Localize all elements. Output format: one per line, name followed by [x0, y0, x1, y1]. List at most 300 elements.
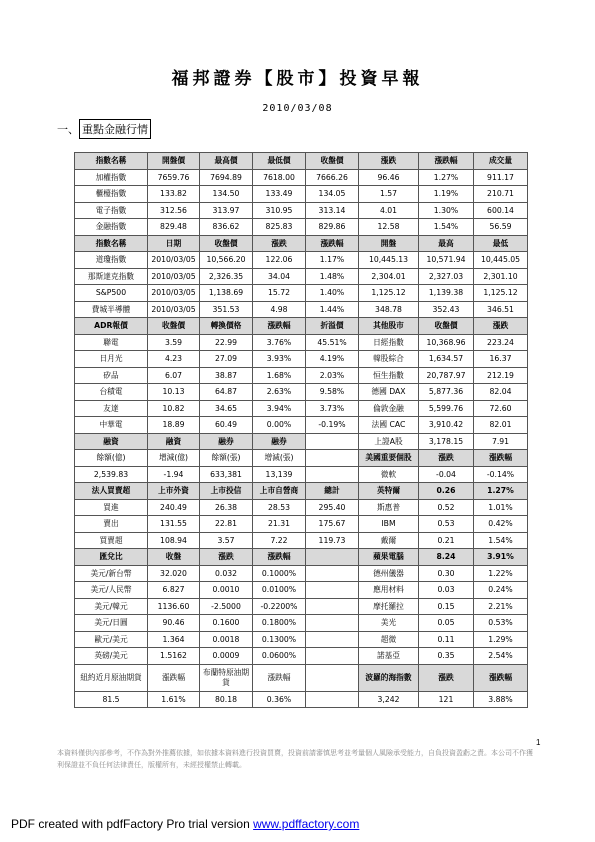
- table-row: [75, 483, 528, 500]
- table-row: [75, 252, 528, 269]
- table-cell: 133.49: [253, 186, 306, 203]
- table-cell: 0.36%: [253, 691, 306, 708]
- table-cell: 增減(張): [253, 450, 306, 467]
- table-cell: 加權指數: [75, 169, 148, 186]
- table-cell: 日期: [148, 235, 200, 252]
- table-cell: 3.59: [148, 334, 200, 351]
- table-cell: 1.44%: [306, 301, 359, 318]
- table-cell: 布蘭特原油期貨: [200, 664, 253, 691]
- table-cell: 121: [419, 691, 474, 708]
- table-cell: 餘額(張): [200, 450, 253, 467]
- table-row: [75, 367, 528, 384]
- table-cell: [306, 615, 359, 632]
- table-cell: 漲跌幅: [474, 664, 528, 691]
- table-cell: -0.19%: [306, 417, 359, 434]
- table-cell: 矽品: [75, 367, 148, 384]
- table-cell: 中華電: [75, 417, 148, 434]
- table-row: [75, 285, 528, 302]
- table-cell: 買賣超: [75, 532, 148, 549]
- report-date: 2010/03/08: [262, 103, 333, 114]
- table-row: [75, 648, 528, 665]
- table-cell: 6.07: [148, 367, 200, 384]
- table-cell: 3,178.15: [419, 433, 474, 450]
- table-cell: 波羅的海指數: [359, 664, 419, 691]
- table-cell: 最高價: [200, 153, 253, 170]
- table-cell: 台積電: [75, 384, 148, 401]
- table-cell: 7.91: [474, 433, 528, 450]
- table-cell: 英特爾: [359, 483, 419, 500]
- table-cell: 313.14: [306, 202, 359, 219]
- table-cell: 1,634.57: [419, 351, 474, 368]
- market-data-table: [74, 152, 528, 708]
- table-cell: 2.54%: [474, 648, 528, 665]
- table-cell: [306, 664, 359, 691]
- table-cell: 2,304.01: [359, 268, 419, 285]
- table-cell: 8.24: [419, 549, 474, 566]
- table-row: [75, 202, 528, 219]
- table-cell: ADR報價: [75, 318, 148, 335]
- table-cell: 633,381: [200, 466, 253, 483]
- table-cell: 4.98: [253, 301, 306, 318]
- table-row: [75, 450, 528, 467]
- table-cell: 1.27%: [419, 169, 474, 186]
- table-cell: 0.24%: [474, 582, 528, 599]
- page-title: 福邦證券【股市】投資早報: [171, 69, 424, 89]
- table-cell: 223.24: [474, 334, 528, 351]
- table-cell: 漲跌: [419, 664, 474, 691]
- table-row: [75, 351, 528, 368]
- table-cell: 恒生指數: [359, 367, 419, 384]
- table-cell: 7659.76: [148, 169, 200, 186]
- table-cell: 0.35: [419, 648, 474, 665]
- table-cell: 漲跌幅: [474, 450, 528, 467]
- table-cell: -2.5000: [200, 598, 253, 615]
- table-cell: 82.04: [474, 384, 528, 401]
- table-cell: 摩托羅拉: [359, 598, 419, 615]
- table-cell: 0.15: [419, 598, 474, 615]
- table-cell: 32.020: [148, 565, 200, 582]
- table-row: [75, 549, 528, 566]
- pdf-footer: [11, 817, 359, 831]
- table-cell: [306, 549, 359, 566]
- table-cell: 64.87: [200, 384, 253, 401]
- table-cell: 15.72: [253, 285, 306, 302]
- table-cell: 22.81: [200, 516, 253, 533]
- table-cell: 漲跌幅: [419, 153, 474, 170]
- disclaimer-text: 本資料僅供內部參考，不作為對外推薦依據，如依據本資料進行投資買賣，投資前請審慎思考並考量個人風險承受能力，自負投資盈虧之責。本公司不作獲利保證並不負任何法律責任，版權所有，未經授權禁止轉載。: [57, 749, 533, 769]
- table-cell: 收盤價: [200, 235, 253, 252]
- table-cell: 1.48%: [306, 268, 359, 285]
- table-cell: 2.21%: [474, 598, 528, 615]
- table-cell: 1.364: [148, 631, 200, 648]
- table-row: [75, 169, 528, 186]
- table-row: [75, 691, 528, 708]
- table-cell: 7.22: [253, 532, 306, 549]
- table-cell: 漲跌: [200, 549, 253, 566]
- table-cell: 911.17: [474, 169, 528, 186]
- table-cell: 2010/03/05: [148, 301, 200, 318]
- table-cell: 351.53: [200, 301, 253, 318]
- table-cell: 漲跌幅: [306, 235, 359, 252]
- table-cell: 開盤價: [148, 153, 200, 170]
- table-cell: 0.1300%: [253, 631, 306, 648]
- table-row: [75, 235, 528, 252]
- table-cell: -0.04: [419, 466, 474, 483]
- table-cell: 7666.26: [306, 169, 359, 186]
- table-cell: 0.11: [419, 631, 474, 648]
- table-cell: 德國 DAX: [359, 384, 419, 401]
- table-cell: 2010/03/05: [148, 268, 200, 285]
- table-cell: 金融指數: [75, 219, 148, 236]
- table-cell: [306, 631, 359, 648]
- table-cell: 增減(億): [148, 450, 200, 467]
- table-cell: 融資: [148, 433, 200, 450]
- table-cell: 829.86: [306, 219, 359, 236]
- table-cell: 26.38: [200, 499, 253, 516]
- table-cell: 10.13: [148, 384, 200, 401]
- table-cell: 175.67: [306, 516, 359, 533]
- table-cell: 戴爾: [359, 532, 419, 549]
- table-cell: 21.31: [253, 516, 306, 533]
- table-cell: 4.23: [148, 351, 200, 368]
- table-cell: 開盤: [359, 235, 419, 252]
- table-row: [75, 466, 528, 483]
- table-cell: 3.57: [200, 532, 253, 549]
- table-row: [75, 268, 528, 285]
- table-cell: 0.00%: [253, 417, 306, 434]
- table-cell: 轉換價格: [200, 318, 253, 335]
- table-cell: 0.53%: [474, 615, 528, 632]
- table-cell: 3.94%: [253, 400, 306, 417]
- table-cell: 融券: [200, 433, 253, 450]
- table-cell: 最高: [419, 235, 474, 252]
- table-cell: 10.82: [148, 400, 200, 417]
- page-number: 1: [536, 738, 541, 747]
- table-cell: 美元/韓元: [75, 598, 148, 615]
- table-cell: 10,368.96: [419, 334, 474, 351]
- table-cell: 352.43: [419, 301, 474, 318]
- table-cell: 2.63%: [253, 384, 306, 401]
- table-cell: 1.54%: [474, 532, 528, 549]
- table-cell: 賣出: [75, 516, 148, 533]
- table-cell: 匯兌比: [75, 549, 148, 566]
- table-cell: 2,301.10: [474, 268, 528, 285]
- table-cell: 1,138.69: [200, 285, 253, 302]
- table-row: [75, 153, 528, 170]
- table-row: [75, 615, 528, 632]
- table-cell: 5,877.36: [419, 384, 474, 401]
- table-cell: 應用材料: [359, 582, 419, 599]
- table-cell: 法人買賣超: [75, 483, 148, 500]
- table-cell: 60.49: [200, 417, 253, 434]
- table-cell: 餘額(億): [75, 450, 148, 467]
- table-cell: 0.0018: [200, 631, 253, 648]
- table-cell: [306, 598, 359, 615]
- table-cell: IBM: [359, 516, 419, 533]
- table-cell: 法國 CAC: [359, 417, 419, 434]
- table-cell: 3,910.42: [419, 417, 474, 434]
- table-cell: 超微: [359, 631, 419, 648]
- table-cell: 漲跌: [253, 235, 306, 252]
- table-cell: 80.18: [200, 691, 253, 708]
- table-cell: [306, 582, 359, 599]
- table-cell: 成交量: [474, 153, 528, 170]
- table-cell: 6.827: [148, 582, 200, 599]
- table-cell: 諾基亞: [359, 648, 419, 665]
- table-cell: 1.5162: [148, 648, 200, 665]
- table-cell: 上市外資: [148, 483, 200, 500]
- table-cell: 7618.00: [253, 169, 306, 186]
- table-row: [75, 417, 528, 434]
- table-cell: 0.1600: [200, 615, 253, 632]
- table-cell: -0.2200%: [253, 598, 306, 615]
- table-cell: 134.50: [200, 186, 253, 203]
- table-cell: 0.0009: [200, 648, 253, 665]
- table-cell: 漲跌: [419, 450, 474, 467]
- table-cell: 72.60: [474, 400, 528, 417]
- table-cell: 收盤: [148, 549, 200, 566]
- table-cell: 3.88%: [474, 691, 528, 708]
- table-cell: 346.51: [474, 301, 528, 318]
- table-cell: 3.91%: [474, 549, 528, 566]
- table-cell: 收盤價: [148, 318, 200, 335]
- table-row: [75, 664, 528, 691]
- table-cell: 道瓊指數: [75, 252, 148, 269]
- table-row: [75, 433, 528, 450]
- table-cell: 美元/日圓: [75, 615, 148, 632]
- table-cell: [306, 565, 359, 582]
- table-cell: 歐元/美元: [75, 631, 148, 648]
- table-cell: 28.53: [253, 499, 306, 516]
- table-cell: 上證A股: [359, 433, 419, 450]
- table-cell: 收盤價: [419, 318, 474, 335]
- table-cell: 825.83: [253, 219, 306, 236]
- pdf-footer-text: PDF created with pdfFactory Pro trial version: [11, 817, 254, 831]
- table-cell: 119.73: [306, 532, 359, 549]
- table-cell: 0.21: [419, 532, 474, 549]
- table-cell: 1.27%: [474, 483, 528, 500]
- table-cell: 1,125.12: [359, 285, 419, 302]
- table-cell: 3.76%: [253, 334, 306, 351]
- table-cell: [306, 450, 359, 467]
- table-cell: 3.93%: [253, 351, 306, 368]
- table-cell: 836.62: [200, 219, 253, 236]
- table-cell: 348.78: [359, 301, 419, 318]
- table-cell: 折溢價: [306, 318, 359, 335]
- table-cell: 2,326.35: [200, 268, 253, 285]
- table-cell: 9.58%: [306, 384, 359, 401]
- table-row: [75, 631, 528, 648]
- table-cell: 漲跌: [359, 153, 419, 170]
- table-cell: 0.0010: [200, 582, 253, 599]
- table-cell: 20,787.97: [419, 367, 474, 384]
- table-cell: 0.52: [419, 499, 474, 516]
- table-cell: 漲跌: [474, 318, 528, 335]
- table-cell: 倫敦金融: [359, 400, 419, 417]
- table-row: [75, 186, 528, 203]
- table-row: [75, 532, 528, 549]
- table-row: [75, 219, 528, 236]
- table-cell: 10,571.94: [419, 252, 474, 269]
- table-cell: 3.73%: [306, 400, 359, 417]
- section-prefix: 一、: [57, 123, 79, 136]
- table-cell: 240.49: [148, 499, 200, 516]
- table-cell: 2010/03/05: [148, 252, 200, 269]
- table-cell: 134.05: [306, 186, 359, 203]
- table-row: [75, 384, 528, 401]
- table-cell: 蘋果電腦: [359, 549, 419, 566]
- table-cell: -0.14%: [474, 466, 528, 483]
- table-cell: 133.82: [148, 186, 200, 203]
- section-label: 重點金融行情: [79, 119, 151, 139]
- table-cell: 1136.60: [148, 598, 200, 615]
- table-cell: 82.01: [474, 417, 528, 434]
- table-cell: 美光: [359, 615, 419, 632]
- table-cell: 34.04: [253, 268, 306, 285]
- table-cell: 那斯達克指數: [75, 268, 148, 285]
- table-row: [75, 499, 528, 516]
- table-cell: 友達: [75, 400, 148, 417]
- table-cell: 16.37: [474, 351, 528, 368]
- table-row: [75, 400, 528, 417]
- table-cell: [306, 691, 359, 708]
- table-cell: 英磅/美元: [75, 648, 148, 665]
- table-cell: 總計: [306, 483, 359, 500]
- table-cell: 美元/人民幣: [75, 582, 148, 599]
- table-cell: 829.48: [148, 219, 200, 236]
- table-cell: 3,242: [359, 691, 419, 708]
- table-cell: 96.46: [359, 169, 419, 186]
- table-cell: [306, 433, 359, 450]
- section-heading: [57, 119, 151, 139]
- table-cell: 1.61%: [148, 691, 200, 708]
- table-row: [75, 598, 528, 615]
- table-cell: 其他股市: [359, 318, 419, 335]
- table-cell: [306, 466, 359, 483]
- table-cell: 22.99: [200, 334, 253, 351]
- table-cell: 10,445.13: [359, 252, 419, 269]
- table-cell: 0.0100%: [253, 582, 306, 599]
- table-cell: 45.51%: [306, 334, 359, 351]
- table-cell: 210.71: [474, 186, 528, 203]
- table-cell: 56.59: [474, 219, 528, 236]
- table-cell: 38.87: [200, 367, 253, 384]
- table-cell: 90.46: [148, 615, 200, 632]
- table-cell: 0.1800%: [253, 615, 306, 632]
- table-row: [75, 318, 528, 335]
- table-cell: 1,139.38: [419, 285, 474, 302]
- table-cell: 1.17%: [306, 252, 359, 269]
- table-cell: 18.89: [148, 417, 200, 434]
- table-row: [75, 334, 528, 351]
- table-row: [75, 582, 528, 599]
- table-cell: 10,445.05: [474, 252, 528, 269]
- table-row: [75, 565, 528, 582]
- table-cell: 指數名稱: [75, 153, 148, 170]
- table-cell: 指數名稱: [75, 235, 148, 252]
- table-cell: 0.032: [200, 565, 253, 582]
- table-cell: 美元/新台幣: [75, 565, 148, 582]
- table-cell: 0.26: [419, 483, 474, 500]
- table-cell: 310.95: [253, 202, 306, 219]
- table-cell: 1.29%: [474, 631, 528, 648]
- table-cell: 融資: [75, 433, 148, 450]
- table-row: [75, 301, 528, 318]
- table-cell: 韓股綜合: [359, 351, 419, 368]
- table-cell: 0.03: [419, 582, 474, 599]
- table-cell: 0.53: [419, 516, 474, 533]
- table-cell: 1.19%: [419, 186, 474, 203]
- table-cell: 紐約近月原油期貨: [75, 664, 148, 691]
- table-cell: 電子指數: [75, 202, 148, 219]
- table-cell: 81.5: [75, 691, 148, 708]
- table-cell: 0.05: [419, 615, 474, 632]
- table-cell: 微軟: [359, 466, 419, 483]
- table-cell: 10,566.20: [200, 252, 253, 269]
- table-row: [75, 516, 528, 533]
- table-cell: 27.09: [200, 351, 253, 368]
- table-cell: 1,125.12: [474, 285, 528, 302]
- table-cell: 0.0600%: [253, 648, 306, 665]
- table-cell: 4.19%: [306, 351, 359, 368]
- table-cell: 1.54%: [419, 219, 474, 236]
- table-cell: 1.22%: [474, 565, 528, 582]
- table-cell: 7694.89: [200, 169, 253, 186]
- table-cell: 34.65: [200, 400, 253, 417]
- table-cell: 日月光: [75, 351, 148, 368]
- table-cell: 0.30: [419, 565, 474, 582]
- table-cell: 2010/03/05: [148, 285, 200, 302]
- table-cell: 2,327.03: [419, 268, 474, 285]
- table-cell: 313.97: [200, 202, 253, 219]
- table-cell: 212.19: [474, 367, 528, 384]
- table-cell: 5,599.76: [419, 400, 474, 417]
- pdffactory-link[interactable]: www.pdffactory.com: [253, 817, 360, 831]
- table-cell: 融券: [253, 433, 306, 450]
- table-cell: 漲跌幅: [148, 664, 200, 691]
- table-cell: 漲跌幅: [253, 549, 306, 566]
- table-cell: S&P500: [75, 285, 148, 302]
- table-cell: 295.40: [306, 499, 359, 516]
- table-cell: 最低: [474, 235, 528, 252]
- table-cell: 12.58: [359, 219, 419, 236]
- table-cell: 108.94: [148, 532, 200, 549]
- table-cell: 312.56: [148, 202, 200, 219]
- table-cell: 漲跌幅: [253, 664, 306, 691]
- table-cell: 2.03%: [306, 367, 359, 384]
- table-cell: 600.14: [474, 202, 528, 219]
- table-cell: 1.30%: [419, 202, 474, 219]
- table-cell: 收盤價: [306, 153, 359, 170]
- table-cell: 1.57: [359, 186, 419, 203]
- table-cell: 日經指數: [359, 334, 419, 351]
- table-cell: 買進: [75, 499, 148, 516]
- table-cell: 1.40%: [306, 285, 359, 302]
- table-cell: 費城半導體: [75, 301, 148, 318]
- table-cell: [306, 648, 359, 665]
- table-cell: 斯惠普: [359, 499, 419, 516]
- table-cell: 漲跌幅: [253, 318, 306, 335]
- table-cell: 上市自營商: [253, 483, 306, 500]
- table-cell: 2,539.83: [75, 466, 148, 483]
- table-cell: 4.01: [359, 202, 419, 219]
- table-cell: 122.06: [253, 252, 306, 269]
- table-cell: 13,139: [253, 466, 306, 483]
- table-cell: 最低價: [253, 153, 306, 170]
- table-cell: 1.68%: [253, 367, 306, 384]
- table-cell: 櫃檯指數: [75, 186, 148, 203]
- table-cell: 上市投信: [200, 483, 253, 500]
